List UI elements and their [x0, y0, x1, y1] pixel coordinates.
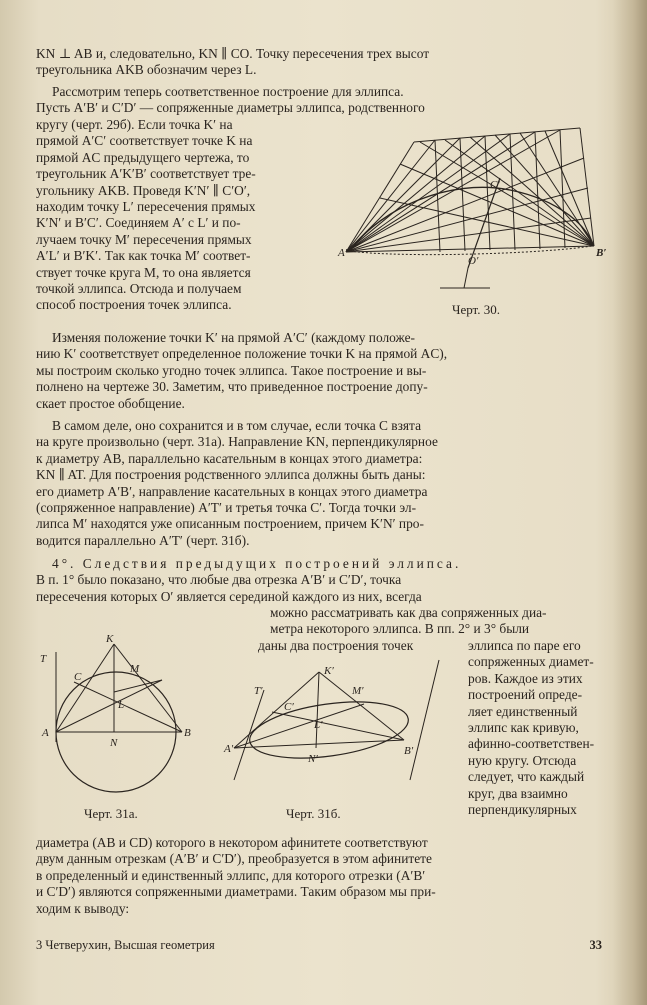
text-line: ходим к выводу:	[36, 900, 130, 916]
fig31b-label-M: M′	[352, 685, 364, 697]
text-line: липса M′ находятся уже описанным построением, причем K′N′ про-	[36, 516, 424, 532]
paragraph-5-tail	[258, 638, 458, 654]
text-line: прямой AC предыдущего чертежа, то	[36, 149, 250, 165]
text-line: В п. 1° было показано, что любые два отрезка A′B′ и C′D′, точка	[36, 572, 402, 588]
fig31b-label-C: C′	[284, 701, 294, 713]
text-line: ную кругу. Отсюда	[468, 752, 577, 768]
fig31b-label-B: B′	[404, 745, 414, 757]
text-line: A′L′ и B′K′. Так как точка M′ соответ-	[36, 248, 251, 264]
fig30-label-B: B′	[596, 247, 607, 259]
text-line: сопряженных диамет-	[468, 654, 594, 670]
fig31a-label-M: M	[130, 663, 140, 675]
paragraph-6	[468, 638, 602, 818]
fig30-label-A: A′	[338, 247, 348, 259]
fig31b-label-K: K′	[324, 665, 334, 677]
caption-fig-31a: Черт. 31а.	[84, 806, 138, 821]
paragraph-4	[36, 418, 602, 549]
text-line: В самом деле, оно сохранится и в том случае, если точка C взята	[52, 418, 422, 433]
text-line: к диаметру AB, параллельно касательным в концах этого диаметра:	[36, 450, 423, 466]
fig31a-label-B: B	[184, 727, 191, 739]
text-line: нию K′ соответствует определенное положение точки K на прямой AC),	[36, 346, 448, 362]
text-line: треугольника AKB обозначим через L.	[36, 62, 257, 78]
text-line: двум данным отрезкам (A′B′ и C′D′), преобразуется в этом афинитете	[36, 851, 432, 867]
text-line: мы построим сколько угодно точек эллипса. Такое построение и вы-	[36, 362, 427, 378]
text-line: способ построения точек эллипса.	[36, 297, 232, 313]
text-line: построений опреде-	[468, 687, 583, 703]
text-line: KN ⊥ AB и, следовательно, KN ∥ CO. Точку пересечения трех высот	[36, 46, 430, 61]
fig30-label-O: O′	[468, 255, 479, 267]
text-line: метра некоторого эллипса. В пп. 2° и 3° были	[270, 621, 530, 637]
text-line: KN ∥ AT. Для построения родственного эллипса должны быть даны:	[36, 467, 426, 483]
text-line: следует, что каждый	[468, 769, 585, 785]
text-line: ляет единственный	[468, 703, 578, 719]
figure-31b	[224, 660, 450, 790]
paragraph-5-wrap	[270, 605, 602, 638]
page-edge-shadow	[613, 0, 647, 1005]
text-line: афинно-соответствен-	[468, 736, 595, 752]
fig31a-label-T: T	[40, 653, 47, 665]
figure-31b-drawing	[224, 660, 450, 790]
text-line: даны два построения точек	[258, 638, 414, 653]
text-line: точкой эллипса. Отсюда и получаем	[36, 281, 242, 297]
text-line: ров. Каждое из этих	[468, 670, 583, 686]
text-line: скает простое обобщение.	[36, 395, 185, 411]
caption-fig-31b: Черт. 31б.	[286, 806, 341, 821]
text-line: перпендикулярных	[468, 802, 577, 818]
fig31b-label-T: T′	[254, 685, 263, 697]
fig31b-label-N: N′	[308, 753, 318, 765]
page-number: 33	[589, 938, 602, 952]
text-line: Изменяя положение точки K′ на прямой A′C′ (каждому положе-	[52, 330, 416, 345]
text-line: его диаметр A′B′, направление касательных в концах этого диаметра	[36, 483, 428, 499]
text-line: в определенный и единственный эллипс, для которого отрезки (A′B′	[36, 867, 426, 883]
text-line: водится параллельно A′T′ (черт. 31б).	[36, 532, 250, 548]
fig31b-label-A: A′	[224, 743, 234, 755]
paragraph-2	[36, 84, 602, 117]
text-line: лучаем точку M′ пересечения прямых	[36, 231, 252, 247]
text-line: на круге произвольно (черт. 31а). Направление KN, перпендикулярное	[36, 434, 438, 450]
section-heading-4: 4°. Следствия предыдущих построений эллипса.	[52, 556, 462, 571]
paragraph-7	[36, 835, 602, 917]
text-line: пересечения которых O′ является серединой каждого из них, всегда	[36, 588, 422, 604]
text-line: ствует точке круга M, то она является	[36, 264, 251, 280]
figure-30	[340, 118, 610, 318]
text-line: эллипс как кривую,	[468, 720, 579, 736]
text-line: круг, два взаимно	[468, 785, 568, 801]
footer-signature: 3 Четверухин, Высшая геометрия	[36, 938, 215, 952]
fig31a-label-C: C	[74, 671, 82, 683]
text-line: находим точку L′ пересечения прямых	[36, 199, 256, 215]
fig31a-label-N: N	[110, 737, 118, 749]
caption-fig-30: Черт. 30.	[452, 302, 501, 317]
text-line: Пусть A′B′ и C′D′ — сопряженные диаметры эллипса, родственного	[36, 100, 425, 116]
paragraph-3	[36, 330, 602, 412]
text-line: K′N′ и B′C′. Соединяем A′ с L′ и по-	[36, 215, 241, 231]
text-line: Рассмотрим теперь соответственное построение для эллипса.	[52, 84, 404, 99]
fig30-label-C: C′	[490, 179, 500, 191]
figure-31a-drawing	[36, 632, 196, 807]
paragraph-5	[36, 556, 602, 605]
text-line: и C′D′) являются сопряженными диаметрами. Таким образом мы при-	[36, 884, 436, 900]
text-line: эллипса по паре его	[468, 638, 581, 653]
fig31b-label-L: L′	[314, 719, 323, 731]
text-line: кругу (черт. 29б). Если точка K′ на	[36, 117, 233, 132]
figure-31a	[36, 632, 196, 807]
figure-30-drawing	[340, 118, 610, 318]
text-line: можно рассматривать как два сопряженных диа-	[270, 605, 547, 620]
page-footer	[36, 938, 602, 953]
text-line: треугольник A′K′B′ соответствует тре-	[36, 166, 256, 182]
text-line: прямой A′C′ соответствует точке K на	[36, 133, 253, 149]
text-line: полнено на чертеже 30. Заметим, что приведенное построение допу-	[36, 379, 428, 395]
paragraph-1	[36, 46, 602, 79]
fig31a-label-A: A	[42, 727, 49, 739]
paragraph-2-wrap	[36, 117, 356, 314]
text-line: (сопряженное направление) A′T′ и третья точка C′. Тогда точки эл-	[36, 500, 417, 516]
text-line: диаметра (AB и CD) которого в некотором афинитете соответствуют	[36, 835, 428, 850]
text-line: угольнику AKB. Проведя K′N′ ∥ C′O′,	[36, 182, 251, 198]
fig31a-label-L: L	[118, 699, 125, 711]
fig31a-label-K: K	[106, 633, 114, 645]
